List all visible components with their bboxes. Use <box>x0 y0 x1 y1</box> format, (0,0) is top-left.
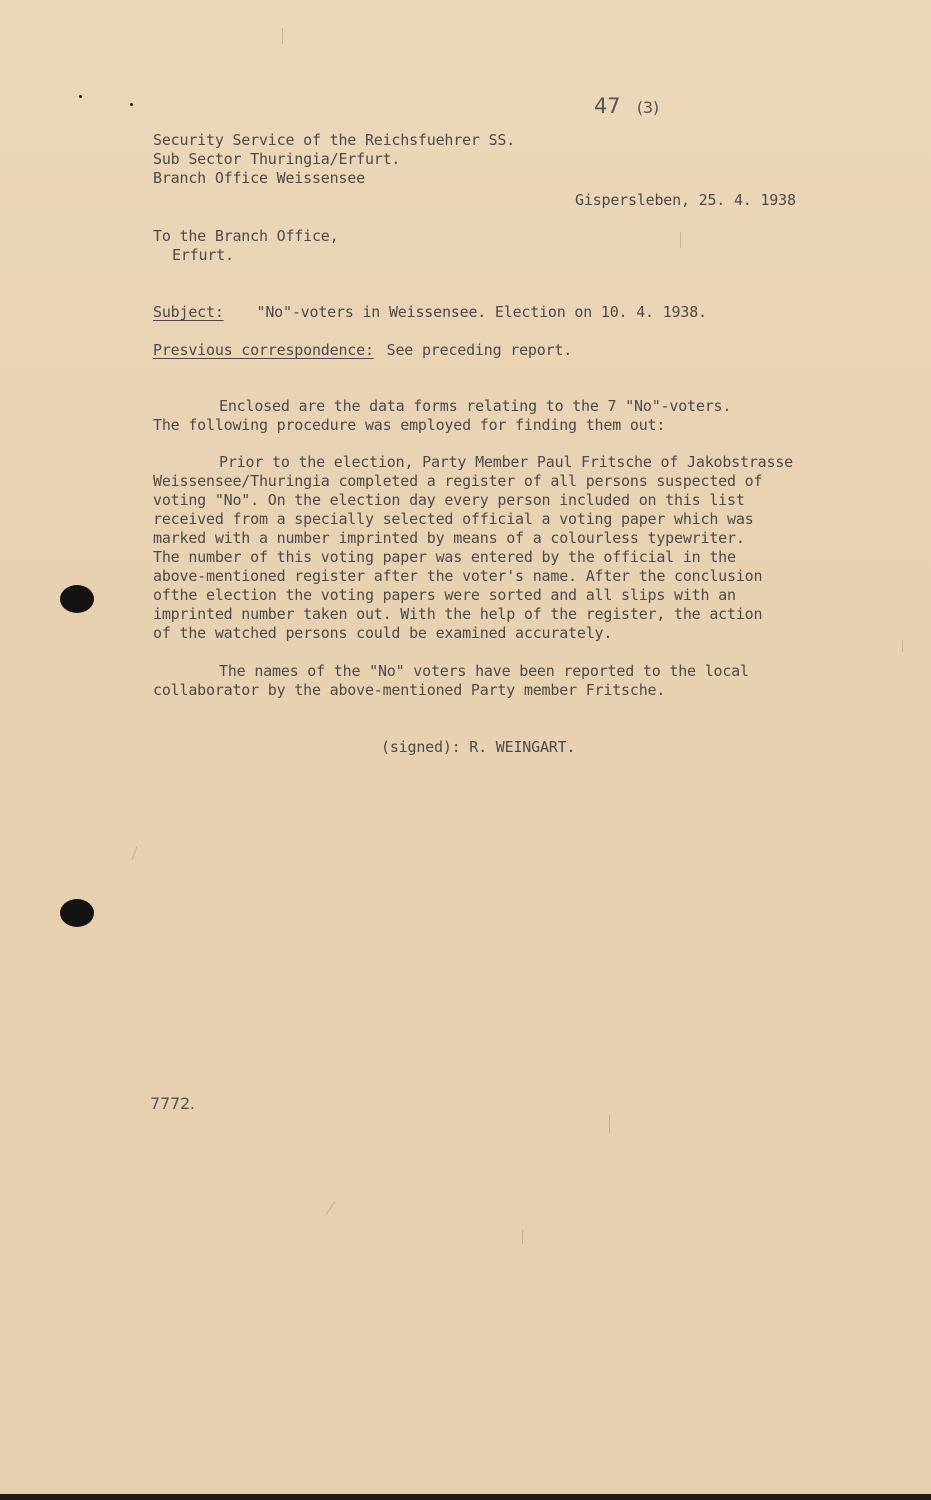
recipient-line-2: Erfurt. <box>172 246 234 264</box>
paragraph-line: collaborator by the above-mentioned Party member Fritsche. <box>153 681 666 699</box>
place-date: Gispersleben, 25. 4. 1938 <box>575 191 796 209</box>
ink-speck <box>79 95 82 98</box>
paragraph-line: imprinted number taken out. With the help of the register, the action <box>153 605 763 623</box>
paragraph-line: The number of this voting paper was entered by the official in the <box>153 548 736 566</box>
paper-scratch <box>902 640 903 652</box>
punch-hole-top <box>60 585 94 613</box>
previous-correspondence-line <box>153 341 572 359</box>
recipient-line-1: To the Branch Office, <box>153 227 339 245</box>
page-number <box>594 94 659 120</box>
paragraph-line: marked with a number imprinted by means of a colourless typewriter. <box>153 529 745 547</box>
paper-scratch <box>609 1115 610 1133</box>
previous-correspondence-text: See preceding report. <box>386 341 573 359</box>
paper-scratch <box>326 1201 336 1215</box>
subject-label: Subject: <box>153 303 224 321</box>
paper-scratch <box>680 232 681 248</box>
paragraph-line: voting "No". On the election day every person included on this list <box>153 491 745 509</box>
paper-scratch <box>522 1230 523 1244</box>
paragraph-line: of the watched persons could be examined accurately. <box>153 624 613 642</box>
previous-correspondence-label: Presvious correspondence: <box>153 341 374 359</box>
paper-scratch <box>282 28 283 44</box>
paper-scratch <box>132 846 138 859</box>
page-number-value: 47 <box>594 94 621 118</box>
page-number-suffix: (3) <box>636 98 659 117</box>
sender-line-2: Sub Sector Thuringia/Erfurt. <box>153 150 401 168</box>
sender-line-3: Branch Office Weissensee <box>153 169 365 187</box>
paragraph-line: The names of the "No" voters have been reported to the local <box>219 662 749 680</box>
paragraph-line: Weissensee/Thuringia completed a register of all persons suspected of <box>153 472 763 490</box>
subject-text: "No"-voters in Weissensee. Election on 10. 4. 1938. <box>256 303 707 321</box>
paragraph-enclosure <box>153 397 843 435</box>
punch-hole-bottom <box>60 899 94 927</box>
sender-line-1: Security Service of the Reichsfuehrer SS. <box>153 131 516 149</box>
paragraph-reported <box>153 662 843 700</box>
paragraph-procedure <box>153 453 843 643</box>
paragraph-line: above-mentioned register after the voter's name. After the conclusion <box>153 567 763 585</box>
paragraph-line: ofthe election the voting papers were sorted and all slips with an <box>153 586 736 604</box>
scan-edge <box>0 1494 931 1500</box>
signature: (signed): R. WEINGART. <box>381 738 576 756</box>
footer-number: 7772. <box>150 1094 195 1113</box>
paragraph-line: The following procedure was employed for finding them out: <box>153 416 666 434</box>
paragraph-line: received from a specially selected official a voting paper which was <box>153 510 754 528</box>
subject-line <box>153 303 707 321</box>
ink-speck <box>130 103 133 106</box>
paragraph-line: Prior to the election, Party Member Paul Fritsche of Jakobstrasse <box>219 453 793 471</box>
paragraph-line: Enclosed are the data forms relating to the 7 "No"-voters. <box>219 397 732 415</box>
